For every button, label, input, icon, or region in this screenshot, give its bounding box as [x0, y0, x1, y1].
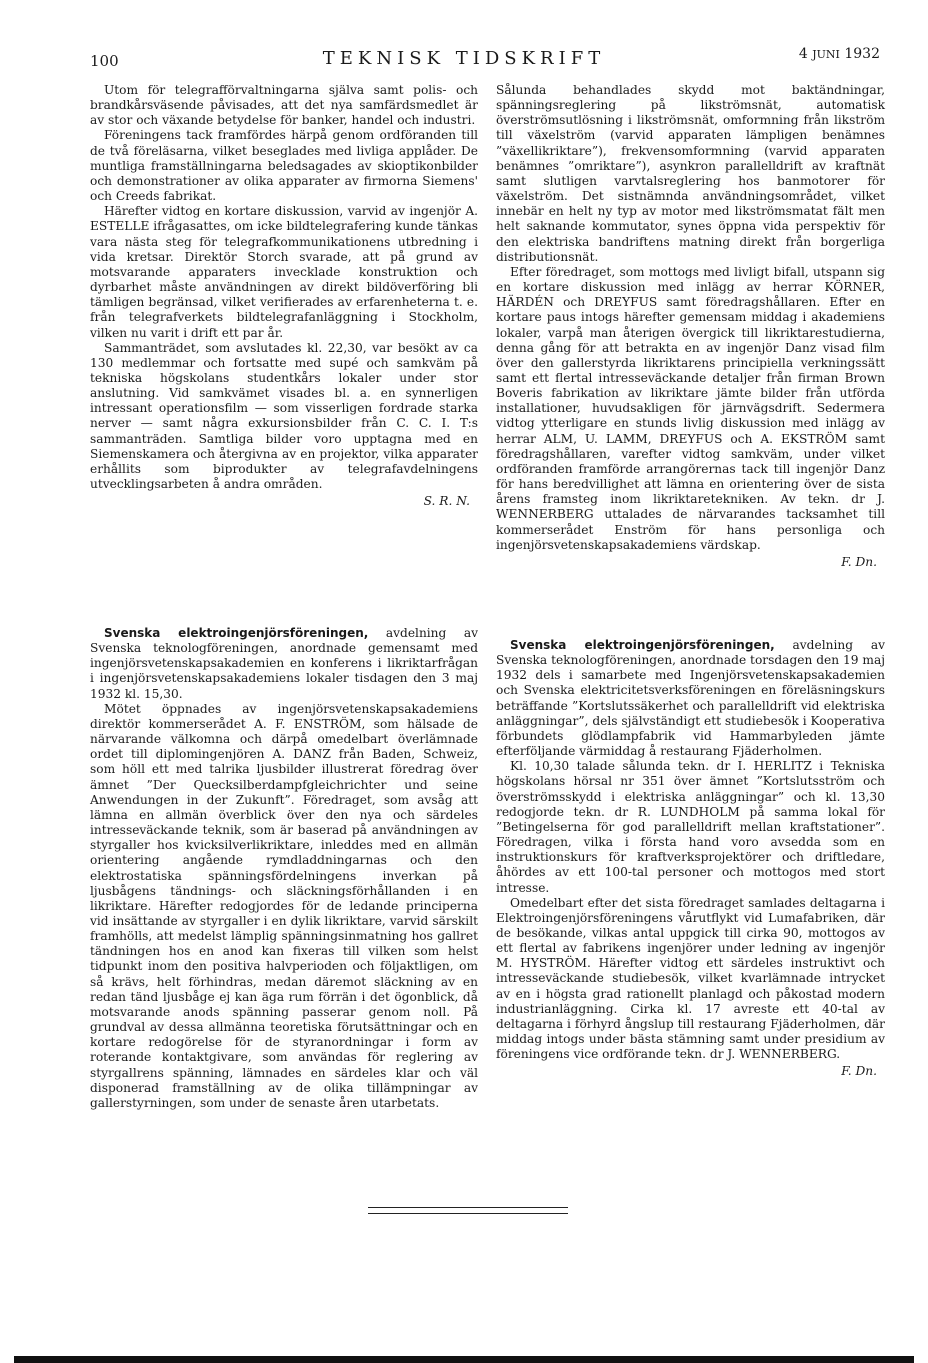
issue-date	[799, 46, 880, 62]
article2-continued-column	[496, 83, 885, 570]
article1-column	[90, 83, 478, 509]
article2-paragraph: Mötet öppnades av ingenjörsvetenskapsakademiens direktör kommerserådet A. F. ENSTRÖM, som hälsade de närvarande välkomna och därpå omedelbart överlämnade ordet till diplomingenjören A. DANZ från Baden, Schweiz, som höll ett med talrika ljusbilder illustrerat föredrag över ämnet ”Der Quecksilberdampfgleichrichter und seine Anwendungen in der Zukunft”. Föredraget, som avsåg att lämna en allmän överblick över den nya och särdeles intresseväckande teknik, som är baserad på användningen av styrgaller hos kvicksilverlikriktare, inleddes med en allmän orientering angående rymdladdningarnas och den elektrostatiska spänningsfördelningens inverkan på ljusbågens tändnings- och släckningsförhållanden i en likriktare. Härefter redogjordes för de ledande principerna vid insättande av styrgaller i en dylik likriktare, varvid särskilt framhölls, att medelst lämplig spänningsinmatning hos gallret tändningen hos en anod kan fixeras till vilken som helst tidpunkt inom den positiva halvperioden och följaktligen, om så krävs, helt förhindras, medan däremot släckning av en redan tänd ljusbåge ej kan äga rum förrän i det ögonblick, då motsvarande anods spänning passerar genom noll. På grundval av dessa allmänna teoretiska förutsättningar och en kortare redogörelse för de styranordningar i form av roterande kontaktgivare, som användas för reglering av styrgallrens spänning, lämnades en särdeles klar och väl disponerad framställning av de olika tillämpningar av gallerstyrningen, som under de senaste åren utarbetats.	[90, 701, 478, 1110]
article3-paragraph: Kl. 10,30 talade sålunda tekn. dr I. HERLITZ i Tekniska högskolans hörsal nr 351 över ämnet ”Kortslutsström och överströmsskydd i elektriska anläggningar” och kl. 13,30 redogjorde tekn. dr R. LUNDHOLM på samma lokal för ”Betingelserna för god parallelldrift mellan kraftstationer”. Föredragen, vilka i första hand voro avsedda som en instruktionskurs för kraftverksprojektörer och driftledare, åhördes av ett 100-tal personer och mottogos med stort intresse.	[496, 759, 885, 895]
journal-title: TEKNISK TIDSKRIFT	[322, 48, 606, 69]
article2-heading: Svenska elektroingenjörsföreningen,	[104, 626, 369, 640]
article2-paragraph: Sålunda behandlades skydd mot baktändningar, spänningsreglering på likströmsnät, automatisk överströmsutlösning i likströmsnät, omformning från likström till växelström (varvid apparaten lämpligen benämnes ”växellikriktare”), frekvensomformning (varvid apparaten benämnes ”omriktare”), asynkron parallelldrift av kraftnät samt slutligen varvtalsreglering hos banmotorer för växelström. Det sistnämnda användningsområdet, vilket innebär en helt ny typ av motor med likströmsmatat fält men helt saknande kommutator, synes öppna vida perspektiv för den elektriska bandriftens matning direkt från borgerliga distributionsnät.	[496, 83, 885, 264]
issue-date-year: 1932	[844, 46, 880, 62]
article2-signature: F. Dn.	[841, 554, 877, 569]
article3-signature: F. Dn.	[841, 1064, 877, 1079]
issue-date-month: JUNI	[812, 48, 840, 61]
article1-signature: S. R. N.	[423, 494, 470, 509]
article3-intro-text: avdelning av Svenska teknologföreningen, anordnade torsdagen den 19 maj 1932 dels i samarbete med Ingenjörsvetenskapsakademien och Svenska elektricitetsverksföreningen en föreläsningskurs beträffande ”Kortslutssäkerhet och parallelldrift vid elektriska anläggningar”, dels självständigt ett studiebesök i Kooperativa förbundets glödlampfabrik vid Hammarbyleden jämte efterföljande värmiddag å restaurang Fjäderholmen.	[496, 638, 885, 759]
page-header	[0, 0, 928, 80]
article3-paragraph: Omedelbart efter det sista föredraget samlades deltagarna i Elektroingenjörsföreningens vårutflykt vid Lumafabriken, där de besökande, vilkas antal uppgick till cirka 90, mottogos av ett flertal av fabrikens ingenjörer under ledning av ingenjör M. HYSTRÖM. Härefter vidtog ett särdeles instruktivt och intresseväckande studiebesök, vilket kvarlämnade intrycket av en i högsta grad rationellt planlagd och påkostad modern industrianläggning. Cirka kl. 17 avreste ett 40-tal av deltagarna i förhyrd ångslup till restaurang Fjäderholmen, där middag intogs under bästa stämning samt under presidium av föreningens vice ordförande tekn. dr J. WENNERBERG.	[496, 895, 885, 1062]
page-number: 100	[90, 52, 119, 70]
scan-bottom-edge	[14, 1356, 914, 1363]
article1-paragraph: Sammanträdet, som avslutades kl. 22,30, var besökt av ca 130 medlemmar och fortsatte med supé och samkväm på tekniska högskolans studentkårs lokaler under stor anslutning. Vid samkvämet visades bl. a. en synnerligen intressant operationsfilm — som visserligen fordrade starka nerver — samt några exkursionsbilder från C. C. I. T:s sammanträden. Samtliga bilder voro upptagna med en Siemenskamera och återgivna av en projektor, vilka apparater erhållits som biprodukter av telegrafavdelningens utvecklingsarbeten å andra områden.	[90, 340, 478, 492]
article3-intro	[496, 638, 885, 759]
article3-heading: Svenska elektroingenjörsföreningen,	[510, 638, 775, 652]
article1-paragraph: Utom för telegrafförvaltningarna själva samt polis- och brandkårsväsende påvisades, att det nya samfärdsmedlet är av stor och växande betydelse för banker, handel och industri.	[90, 83, 478, 128]
issue-date-day: 4	[798, 46, 808, 62]
article1-paragraph: Föreningens tack framfördes härpå genom ordföranden till de två föreläsarna, vilket beseglades med livliga applåder. De muntliga framställningarna beledsagades av skioptikonbilder och demonstrationer av olika apparater av firmorna Siemens' och Creeds fabrikat.	[90, 128, 478, 204]
article3-column	[496, 638, 885, 1080]
article2-intro-text: avdelning av Svenska teknologföreningen, anordnade gemensamt med ingenjörsvetenskapsakademien en konferens i likriktarfrågan i ingenjörsvetenskapsakademiens lokaler tisdagen den 3 maj 1932 kl. 15,30.	[90, 626, 478, 701]
article2-paragraph: Efter föredraget, som mottogs med livligt bifall, utspann sig en kortare diskussion med inlägg av herrar KÖRNER, HÄRDÉN och DREYFUS samt föredragshållaren. Efter en kortare paus intogs härefter gemensam middag i akademiens lokaler, varpå man återigen övergick till likriktarestudierna, denna gång för att betrakta en av ingenjör Danz visad film över den gallerstyrda likriktarens principiella verkningssätt samt ett flertal intresseväckande detaljer från firman Brown Boveris fabrikation av likriktare jämte bilder från utförda installationer, huvudsakligen för järnvägsdrift. Sedermera vidtog ytterligare en stunds livlig diskussion med inlägg av herrar ALM, U. LAMM, DREYFUS och A. EKSTRÖM samt föredragshållaren, varefter vidtog samkväm, under vilket ordföranden framförde arrangörernas tack till ingenjör Danz för hans beredvillighet att lämna en orientering över de sista årens framsteg inom likriktaretekniken. Av tekn. dr J. WENNERBERG uttalades de närvarandes tacksamhet till kommerserådet Enström för hans personliga och ingenjörsvetenskapsakademiens värdskap.	[496, 264, 885, 552]
article2-column	[90, 626, 478, 1111]
section-divider	[368, 1207, 568, 1214]
article2-intro	[90, 626, 478, 702]
article1-paragraph: Härefter vidtog en kortare diskussion, varvid av ingenjör A. ESTELLE ifrågasattes, om icke bildtelegrafering kunde tänkas vara nästa steg för telegrafkommunikationens utbredning i vida kretsar. Direktör Storch svarade, att på grund av motsvarande apparaters invecklade konstruktion och dyrbarhet måste användningen av direkt bildöverföring bli tämligen begränsad, vilket verifierades av erfarenheterna t. e. från telegrafverkets bildtelegrafanläggning i Stockholm, vilken nu varit i drift ett par år.	[90, 204, 478, 340]
